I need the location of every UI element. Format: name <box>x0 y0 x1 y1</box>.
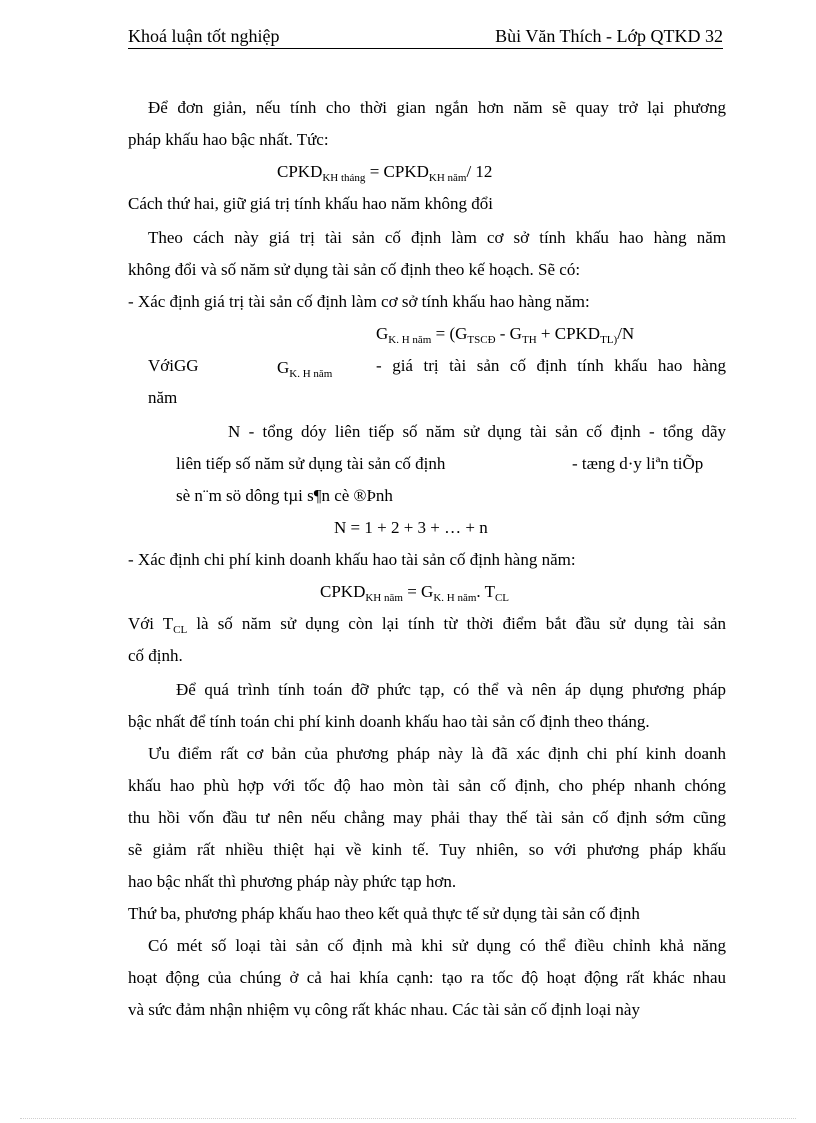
paragraph-line: Để đơn giản, nếu tính cho thời gian ngắn hơn năm sẽ quay trở lại phương <box>148 98 726 117</box>
paragraph-line: - Xác định chi phí kinh doanh khấu hao tài sản cố định hàng năm: <box>128 550 576 569</box>
paragraph-line: cố định. <box>128 646 183 665</box>
paragraph-line: pháp khấu hao bậc nhất. Tức: <box>128 130 329 149</box>
paragraph-line: Theo cách này giá trị tài sản cố định làm cơ sở tính khấu hao hàng năm <box>148 228 726 247</box>
formula-n: N = 1 + 2 + 3 + … + n <box>334 518 488 537</box>
paragraph-line: bậc nhất để tính toán chi phí kinh doanh khấu hao tài sản cố định theo tháng. <box>128 712 650 731</box>
section-heading: Thứ ba, phương pháp khấu hao theo kết quả thực tế sử dụng tài sản cố định <box>128 904 640 923</box>
definition-symbol: $G_{K. H năm}$ <box>277 358 333 380</box>
formula-gkh: $G_{K. H năm} = (G_{TSCĐ} - G_{TH}$ + $CPKD_{TL)}/N$ <box>376 324 635 346</box>
header-thesis-title: Khoá luận tốt nghiệp <box>128 26 280 46</box>
garbled-text: - tæng d·y liªn tiÕp <box>572 454 704 473</box>
definition-text: - giá trị tài sản cố định tính khấu hao hàng <box>376 356 726 375</box>
garbled-text: sè n¨m sö dông tµi s¶n cè ®Þnh <box>176 486 393 505</box>
paragraph-line: N - tổng dóy liên tiếp số năm sử dụng tài sản cố định - tổng dãy <box>228 422 726 441</box>
definition-label: VớiGG <box>148 356 199 375</box>
formula-cpkd-year: $CPKD_{KH năm} = G_{K. H năm}$. $T_{CL}$ <box>320 582 510 604</box>
page-header <box>128 24 723 49</box>
paragraph-line: và sức đảm nhận nhiệm vụ công rất khác nhau. Các tài sản cố định loại này <box>128 1000 640 1019</box>
paragraph-line: - Xác định giá trị tài sản cố định làm cơ sở tính khấu hao hàng năm: <box>128 292 590 311</box>
paragraph-line: hao bậc nhất thì phương pháp này phức tạp hơn. <box>128 872 457 891</box>
paragraph-line: Ưu điểm rất cơ bản của phương pháp này là đã xác định chi phí kinh doanh <box>148 744 726 763</box>
header-author: Bùi Văn Thích - Lớp QTKD 32 <box>495 26 723 46</box>
paragraph-line: Cách thứ hai, giữ giá trị tính khấu hao năm không đổi <box>128 194 493 213</box>
paragraph-line: Có mét số loại tài sản cố định mà khi sử dụng có thể điều chỉnh khả năng <box>148 936 726 955</box>
formula-cpkd-month: $CPKD_{KH tháng}$ = $CPKD_{KH năm}/$ 12 <box>277 162 493 184</box>
paragraph-line: sẽ giảm rất nhiều thiệt hại về kinh tế. Tuy nhiên, so với phương pháp khấu <box>128 840 726 859</box>
paragraph-line: Với $T_{CL}$ là số năm sử dụng còn lại tính từ thời điểm bắt đầu sử dụng tài sản <box>128 614 726 636</box>
paragraph-line: khấu hao phù hợp với tốc độ hao mòn tài sản cố định, cho phép nhanh chóng <box>128 776 726 795</box>
paragraph-line: không đổi và số năm sử dụng tài sản cố định theo kế hoạch. Sẽ có: <box>128 260 581 279</box>
paragraph-line: Để quá trình tính toán đỡ phức tạp, có thể và nên áp dụng phương pháp <box>176 680 726 699</box>
paragraph-line: liên tiếp số năm sử dụng tài sản cố định <box>176 454 446 473</box>
paragraph-line: thu hồi vốn đầu tư nên nếu chẳng may phải thay thế tài sản cố định sớm cũng <box>128 808 726 827</box>
paragraph-line: hoạt động của chúng ở cả hai khía cạnh: tạo ra tốc độ hoạt động rất khác nhau <box>128 968 726 987</box>
footer-divider <box>20 1118 796 1119</box>
paragraph-line: năm <box>148 388 178 407</box>
